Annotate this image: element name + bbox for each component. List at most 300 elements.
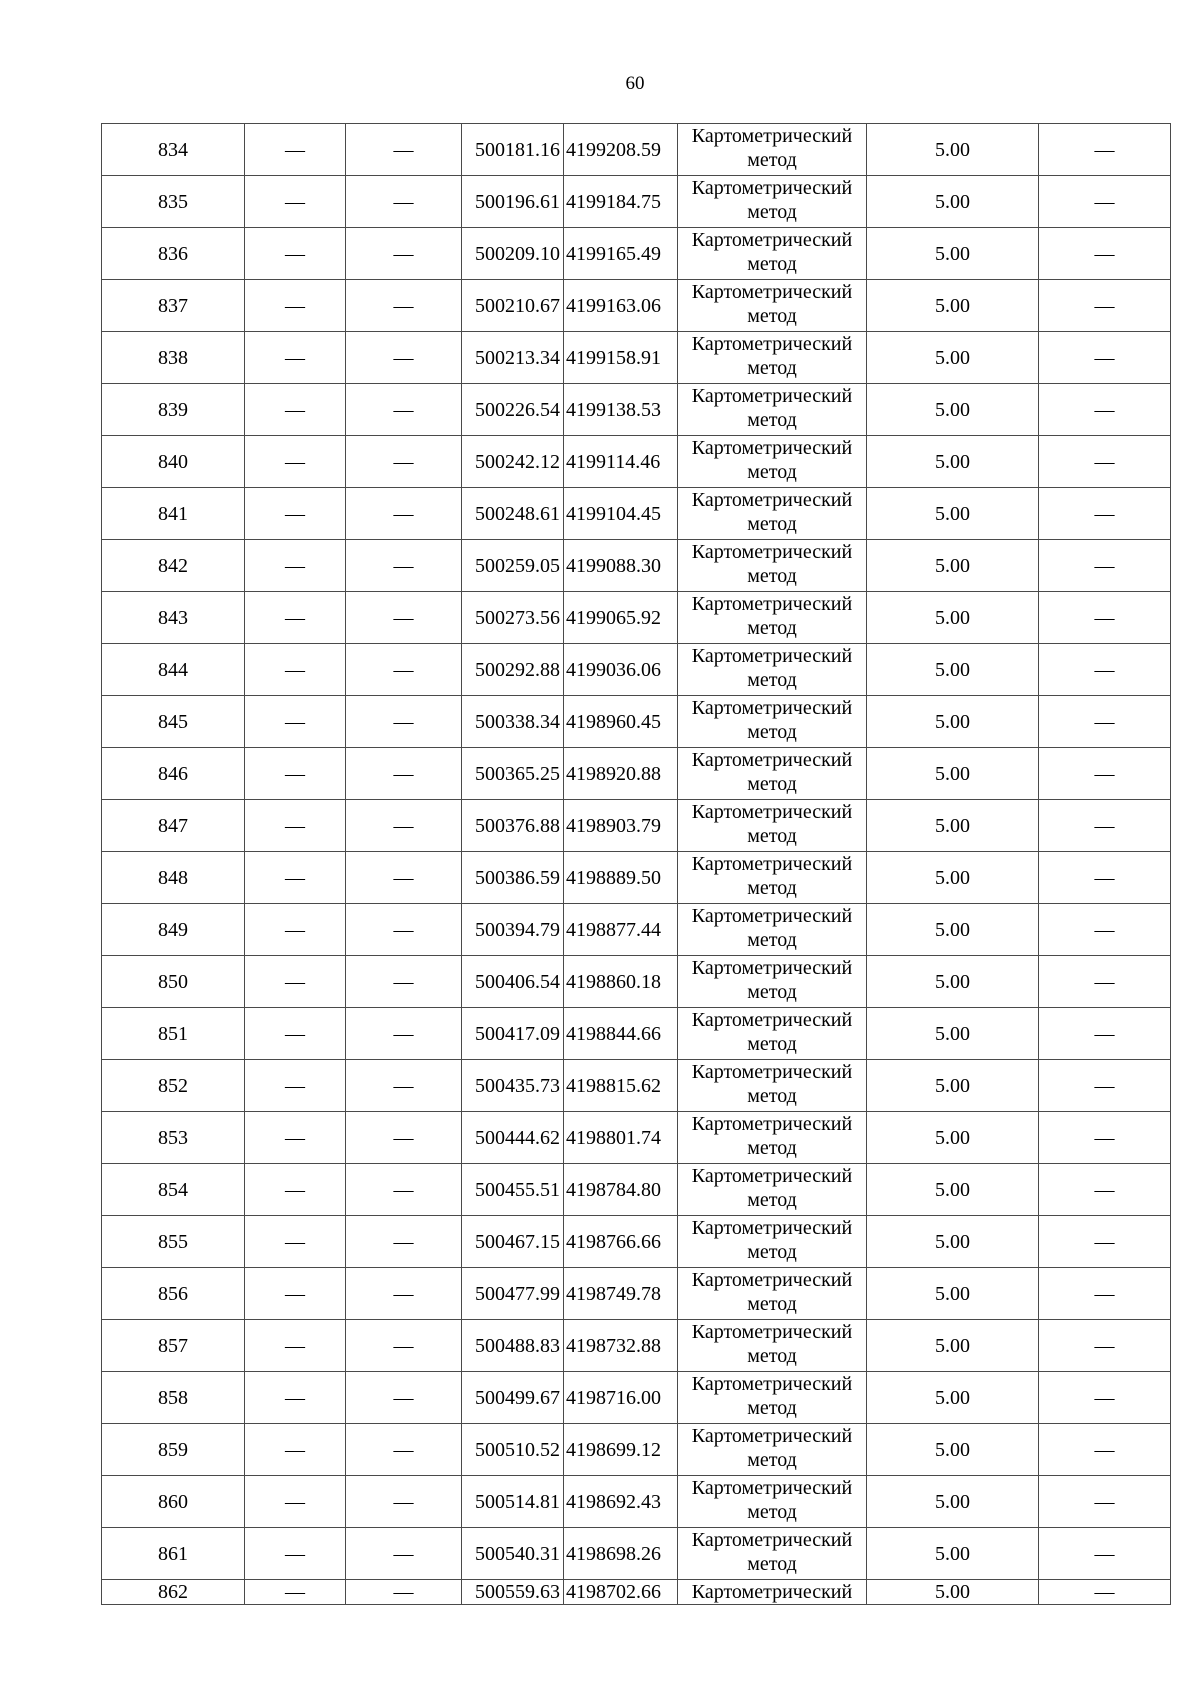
x-coordinate-cell: 500444.62 [462, 1112, 564, 1164]
dash-cell: — [245, 332, 346, 384]
method-line-2: метод [747, 1137, 797, 1159]
method-line-2: метод [747, 1085, 797, 1107]
method-line-1: Картометрический [691, 697, 853, 719]
table-row [102, 176, 1171, 228]
method-cell [678, 1164, 867, 1216]
point-number-cell: 860 [102, 1476, 245, 1528]
table-row [102, 124, 1171, 176]
point-number-cell: 844 [102, 644, 245, 696]
table-row [102, 1164, 1171, 1216]
x-coordinate-cell: 500338.34 [462, 696, 564, 748]
dash-cell: — [346, 800, 462, 852]
x-coordinate-cell: 500499.67 [462, 1372, 564, 1424]
point-number-cell: 849 [102, 904, 245, 956]
accuracy-cell: 5.00 [867, 124, 1039, 176]
dash-cell: — [1039, 1112, 1171, 1164]
x-coordinate-cell: 500209.10 [462, 228, 564, 280]
dash-cell: — [1039, 852, 1171, 904]
method-line-1: Картометрический [691, 177, 853, 199]
dash-cell: — [346, 384, 462, 436]
dash-cell: — [1039, 176, 1171, 228]
table-row [102, 1216, 1171, 1268]
y-coordinate-cell: 4198699.12 [564, 1424, 678, 1476]
method-line-1: Картометрический [691, 1113, 853, 1135]
table-row [102, 1476, 1171, 1528]
method-cell [678, 488, 867, 540]
dash-cell: — [1039, 1424, 1171, 1476]
method-line-1: Картометрический [691, 645, 853, 667]
dash-cell: — [245, 852, 346, 904]
method-line-1: Картометрический [691, 1581, 853, 1603]
dash-cell: — [346, 852, 462, 904]
dash-cell: — [346, 1216, 462, 1268]
table-row [102, 540, 1171, 592]
method-line-2: метод [747, 149, 797, 171]
dash-cell: — [245, 1112, 346, 1164]
y-coordinate-cell: 4198716.00 [564, 1372, 678, 1424]
point-number-cell: 861 [102, 1528, 245, 1580]
method-line-2: метод [747, 565, 797, 587]
dash-cell: — [346, 1008, 462, 1060]
method-line-2: метод [747, 1345, 797, 1367]
method-line-2: метод [747, 305, 797, 327]
accuracy-cell: 5.00 [867, 1580, 1039, 1605]
dash-cell: — [1039, 1268, 1171, 1320]
method-line-1: Картометрический [691, 1009, 853, 1031]
point-number-cell: 847 [102, 800, 245, 852]
method-line-1: Картометрический [691, 749, 853, 771]
y-coordinate-cell: 4198749.78 [564, 1268, 678, 1320]
accuracy-cell: 5.00 [867, 1424, 1039, 1476]
point-number-cell: 854 [102, 1164, 245, 1216]
accuracy-cell: 5.00 [867, 1528, 1039, 1580]
accuracy-cell: 5.00 [867, 696, 1039, 748]
point-number-cell: 846 [102, 748, 245, 800]
method-line-1: Картометрический [691, 905, 853, 927]
dash-cell: — [245, 592, 346, 644]
x-coordinate-cell: 500242.12 [462, 436, 564, 488]
table-row [102, 696, 1171, 748]
method-line-2: метод [747, 1449, 797, 1471]
dash-cell: — [1039, 696, 1171, 748]
dash-cell: — [1039, 488, 1171, 540]
dash-cell: — [245, 904, 346, 956]
dash-cell: — [1039, 644, 1171, 696]
point-number-cell: 845 [102, 696, 245, 748]
coordinates-table [101, 123, 1171, 1605]
x-coordinate-cell: 500488.83 [462, 1320, 564, 1372]
dash-cell: — [1039, 332, 1171, 384]
y-coordinate-cell: 4199065.92 [564, 592, 678, 644]
x-coordinate-cell: 500510.52 [462, 1424, 564, 1476]
dash-cell: — [245, 800, 346, 852]
dash-cell: — [245, 644, 346, 696]
accuracy-cell: 5.00 [867, 1268, 1039, 1320]
method-line-1: Картометрический [691, 1165, 853, 1187]
accuracy-cell: 5.00 [867, 592, 1039, 644]
y-coordinate-cell: 4198877.44 [564, 904, 678, 956]
y-coordinate-cell: 4198860.18 [564, 956, 678, 1008]
point-number-cell: 855 [102, 1216, 245, 1268]
point-number-cell: 852 [102, 1060, 245, 1112]
method-cell [678, 1372, 867, 1424]
x-coordinate-cell: 500273.56 [462, 592, 564, 644]
accuracy-cell: 5.00 [867, 1216, 1039, 1268]
method-line-1: Картометрический [691, 385, 853, 407]
accuracy-cell: 5.00 [867, 1164, 1039, 1216]
y-coordinate-cell: 4198889.50 [564, 852, 678, 904]
accuracy-cell: 5.00 [867, 540, 1039, 592]
accuracy-cell: 5.00 [867, 436, 1039, 488]
y-coordinate-cell: 4199208.59 [564, 124, 678, 176]
method-line-1: Картометрический [691, 1425, 853, 1447]
accuracy-cell: 5.00 [867, 1372, 1039, 1424]
method-cell [678, 1424, 867, 1476]
point-number-cell: 848 [102, 852, 245, 904]
table-row [102, 748, 1171, 800]
x-coordinate-cell: 500365.25 [462, 748, 564, 800]
method-cell [678, 852, 867, 904]
point-number-cell: 841 [102, 488, 245, 540]
point-number-cell: 834 [102, 124, 245, 176]
point-number-cell: 840 [102, 436, 245, 488]
method-line-1: Картометрический [691, 1477, 853, 1499]
dash-cell: — [346, 228, 462, 280]
x-coordinate-cell: 500226.54 [462, 384, 564, 436]
method-line-2: метод [747, 1241, 797, 1263]
method-line-1: Картометрический [691, 1269, 853, 1291]
y-coordinate-cell: 4198766.66 [564, 1216, 678, 1268]
dash-cell: — [1039, 228, 1171, 280]
method-line-2: метод [747, 669, 797, 691]
method-line-2: метод [747, 1293, 797, 1315]
method-line-1: Картометрический [691, 801, 853, 823]
dash-cell: — [346, 1320, 462, 1372]
dash-cell: — [1039, 436, 1171, 488]
accuracy-cell: 5.00 [867, 228, 1039, 280]
accuracy-cell: 5.00 [867, 332, 1039, 384]
y-coordinate-cell: 4198815.62 [564, 1060, 678, 1112]
y-coordinate-cell: 4198732.88 [564, 1320, 678, 1372]
dash-cell: — [1039, 124, 1171, 176]
point-number-cell: 850 [102, 956, 245, 1008]
table-row [102, 1268, 1171, 1320]
table-row [102, 228, 1171, 280]
dash-cell: — [1039, 1060, 1171, 1112]
method-line-1: Картометрический [691, 957, 853, 979]
method-line-1: Картометрический [691, 489, 853, 511]
table-body [102, 124, 1171, 1605]
x-coordinate-cell: 500210.67 [462, 280, 564, 332]
table-row [102, 280, 1171, 332]
method-cell [678, 176, 867, 228]
method-line-2: метод [747, 1397, 797, 1419]
method-cell [678, 696, 867, 748]
accuracy-cell: 5.00 [867, 384, 1039, 436]
dash-cell: — [1039, 1476, 1171, 1528]
x-coordinate-cell: 500417.09 [462, 1008, 564, 1060]
dash-cell: — [346, 176, 462, 228]
table-row [102, 1060, 1171, 1112]
method-line-1: Картометрический [691, 1373, 853, 1395]
y-coordinate-cell: 4198844.66 [564, 1008, 678, 1060]
dash-cell: — [1039, 800, 1171, 852]
method-line-1: Картометрический [691, 1061, 853, 1083]
dash-cell: — [346, 1476, 462, 1528]
dash-cell: — [1039, 1320, 1171, 1372]
dash-cell: — [346, 436, 462, 488]
x-coordinate-cell: 500376.88 [462, 800, 564, 852]
method-cell [678, 436, 867, 488]
method-cell [678, 124, 867, 176]
dash-cell: — [1039, 1528, 1171, 1580]
x-coordinate-cell: 500477.99 [462, 1268, 564, 1320]
dash-cell: — [245, 1476, 346, 1528]
accuracy-cell: 5.00 [867, 488, 1039, 540]
method-cell [678, 1060, 867, 1112]
point-number-cell: 856 [102, 1268, 245, 1320]
dash-cell: — [346, 1372, 462, 1424]
table-row [102, 1008, 1171, 1060]
dash-cell: — [245, 1008, 346, 1060]
dash-cell: — [245, 228, 346, 280]
point-number-cell: 836 [102, 228, 245, 280]
point-number-cell: 858 [102, 1372, 245, 1424]
method-line-1: Картометрический [691, 125, 853, 147]
method-cell [678, 644, 867, 696]
dash-cell: — [346, 1268, 462, 1320]
dash-cell: — [245, 1580, 346, 1605]
dash-cell: — [346, 644, 462, 696]
y-coordinate-cell: 4198692.43 [564, 1476, 678, 1528]
point-number-cell: 835 [102, 176, 245, 228]
y-coordinate-cell: 4199184.75 [564, 176, 678, 228]
dash-cell: — [1039, 1580, 1171, 1605]
dash-cell: — [245, 1424, 346, 1476]
y-coordinate-cell: 4198960.45 [564, 696, 678, 748]
dash-cell: — [346, 1164, 462, 1216]
method-cell [678, 1112, 867, 1164]
dash-cell: — [1039, 592, 1171, 644]
accuracy-cell: 5.00 [867, 956, 1039, 1008]
method-cell [678, 540, 867, 592]
method-cell [678, 384, 867, 436]
dash-cell: — [1039, 1164, 1171, 1216]
x-coordinate-cell: 500292.88 [462, 644, 564, 696]
dash-cell: — [346, 956, 462, 1008]
point-number-cell: 837 [102, 280, 245, 332]
accuracy-cell: 5.00 [867, 748, 1039, 800]
point-number-cell: 842 [102, 540, 245, 592]
dash-cell: — [245, 540, 346, 592]
method-cell [678, 1528, 867, 1580]
method-line-2: метод [747, 1033, 797, 1055]
dash-cell: — [1039, 1008, 1171, 1060]
y-coordinate-cell: 4198903.79 [564, 800, 678, 852]
dash-cell: — [346, 1424, 462, 1476]
table-row [102, 1112, 1171, 1164]
dash-cell: — [245, 696, 346, 748]
x-coordinate-cell: 500259.05 [462, 540, 564, 592]
table-row [102, 332, 1171, 384]
dash-cell: — [346, 1112, 462, 1164]
dash-cell: — [245, 488, 346, 540]
table-row [102, 1424, 1171, 1476]
method-cell [678, 1268, 867, 1320]
dash-cell: — [245, 1164, 346, 1216]
point-number-cell: 862 [102, 1580, 245, 1605]
x-coordinate-cell: 500248.61 [462, 488, 564, 540]
dash-cell: — [346, 332, 462, 384]
table-row [102, 956, 1171, 1008]
y-coordinate-cell: 4199163.06 [564, 280, 678, 332]
table-row [102, 488, 1171, 540]
dash-cell: — [346, 696, 462, 748]
table-row [102, 1320, 1171, 1372]
dash-cell: — [245, 124, 346, 176]
dash-cell: — [346, 540, 462, 592]
accuracy-cell: 5.00 [867, 1060, 1039, 1112]
table-row [102, 384, 1171, 436]
method-line-2: метод [747, 929, 797, 951]
dash-cell: — [245, 1216, 346, 1268]
dash-cell: — [245, 1060, 346, 1112]
x-coordinate-cell: 500196.61 [462, 176, 564, 228]
x-coordinate-cell: 500406.54 [462, 956, 564, 1008]
x-coordinate-cell: 500540.31 [462, 1528, 564, 1580]
method-cell [678, 1580, 867, 1605]
dash-cell: — [346, 488, 462, 540]
y-coordinate-cell: 4199104.45 [564, 488, 678, 540]
accuracy-cell: 5.00 [867, 800, 1039, 852]
table-row [102, 644, 1171, 696]
accuracy-cell: 5.00 [867, 1320, 1039, 1372]
accuracy-cell: 5.00 [867, 1476, 1039, 1528]
method-line-1: Картометрический [691, 853, 853, 875]
method-cell [678, 1008, 867, 1060]
method-cell [678, 228, 867, 280]
table-row [102, 1528, 1171, 1580]
method-line-2: метод [747, 617, 797, 639]
accuracy-cell: 5.00 [867, 852, 1039, 904]
accuracy-cell: 5.00 [867, 280, 1039, 332]
table-row [102, 436, 1171, 488]
method-cell [678, 1216, 867, 1268]
y-coordinate-cell: 4198920.88 [564, 748, 678, 800]
method-cell [678, 1320, 867, 1372]
method-line-2: метод [747, 721, 797, 743]
accuracy-cell: 5.00 [867, 904, 1039, 956]
dash-cell: — [346, 1060, 462, 1112]
method-line-2: метод [747, 877, 797, 899]
y-coordinate-cell: 4199036.06 [564, 644, 678, 696]
y-coordinate-cell: 4199114.46 [564, 436, 678, 488]
dash-cell: — [346, 904, 462, 956]
method-line-1: Картометрический [691, 1321, 853, 1343]
table-row [102, 852, 1171, 904]
method-cell [678, 592, 867, 644]
method-cell [678, 332, 867, 384]
x-coordinate-cell: 500455.51 [462, 1164, 564, 1216]
method-line-2: метод [747, 1189, 797, 1211]
dash-cell: — [245, 436, 346, 488]
method-line-2: метод [747, 825, 797, 847]
point-number-cell: 838 [102, 332, 245, 384]
point-number-cell: 851 [102, 1008, 245, 1060]
dash-cell: — [245, 1268, 346, 1320]
accuracy-cell: 5.00 [867, 1008, 1039, 1060]
method-line-2: метод [747, 513, 797, 535]
method-line-1: Картометрический [691, 1217, 853, 1239]
method-line-2: метод [747, 1553, 797, 1575]
dash-cell: — [1039, 1372, 1171, 1424]
method-line-1: Картометрический [691, 1529, 853, 1551]
method-line-2: метод [747, 461, 797, 483]
point-number-cell: 839 [102, 384, 245, 436]
y-coordinate-cell: 4198702.66 [564, 1580, 678, 1605]
x-coordinate-cell: 500467.15 [462, 1216, 564, 1268]
dash-cell: — [346, 1528, 462, 1580]
dash-cell: — [1039, 956, 1171, 1008]
dash-cell: — [245, 1528, 346, 1580]
method-cell [678, 956, 867, 1008]
x-coordinate-cell: 500213.34 [462, 332, 564, 384]
accuracy-cell: 5.00 [867, 1112, 1039, 1164]
y-coordinate-cell: 4199158.91 [564, 332, 678, 384]
dash-cell: — [245, 176, 346, 228]
accuracy-cell: 5.00 [867, 644, 1039, 696]
point-number-cell: 843 [102, 592, 245, 644]
dash-cell: — [346, 280, 462, 332]
dash-cell: — [1039, 904, 1171, 956]
dash-cell: — [346, 748, 462, 800]
dash-cell: — [245, 1372, 346, 1424]
point-number-cell: 857 [102, 1320, 245, 1372]
method-line-2: метод [747, 409, 797, 431]
dash-cell: — [245, 748, 346, 800]
dash-cell: — [1039, 540, 1171, 592]
method-line-1: Картометрический [691, 437, 853, 459]
y-coordinate-cell: 4199138.53 [564, 384, 678, 436]
method-cell [678, 800, 867, 852]
table-row [102, 592, 1171, 644]
y-coordinate-cell: 4198784.80 [564, 1164, 678, 1216]
x-coordinate-cell: 500386.59 [462, 852, 564, 904]
dash-cell: — [346, 1580, 462, 1605]
y-coordinate-cell: 4198698.26 [564, 1528, 678, 1580]
method-line-2: метод [747, 1501, 797, 1523]
table-row [102, 1580, 1171, 1605]
dash-cell: — [245, 384, 346, 436]
method-line-2: метод [747, 773, 797, 795]
method-line-2: метод [747, 253, 797, 275]
y-coordinate-cell: 4199088.30 [564, 540, 678, 592]
y-coordinate-cell: 4199165.49 [564, 228, 678, 280]
x-coordinate-cell: 500514.81 [462, 1476, 564, 1528]
accuracy-cell: 5.00 [867, 176, 1039, 228]
method-line-1: Картометрический [691, 541, 853, 563]
y-coordinate-cell: 4198801.74 [564, 1112, 678, 1164]
page-number: 60 [625, 73, 645, 94]
method-line-1: Картометрический [691, 593, 853, 615]
table-row [102, 1372, 1171, 1424]
method-cell [678, 280, 867, 332]
dash-cell: — [1039, 280, 1171, 332]
dash-cell: — [245, 1320, 346, 1372]
method-line-1: Картометрический [691, 333, 853, 355]
dash-cell: — [346, 592, 462, 644]
dash-cell: — [1039, 1216, 1171, 1268]
